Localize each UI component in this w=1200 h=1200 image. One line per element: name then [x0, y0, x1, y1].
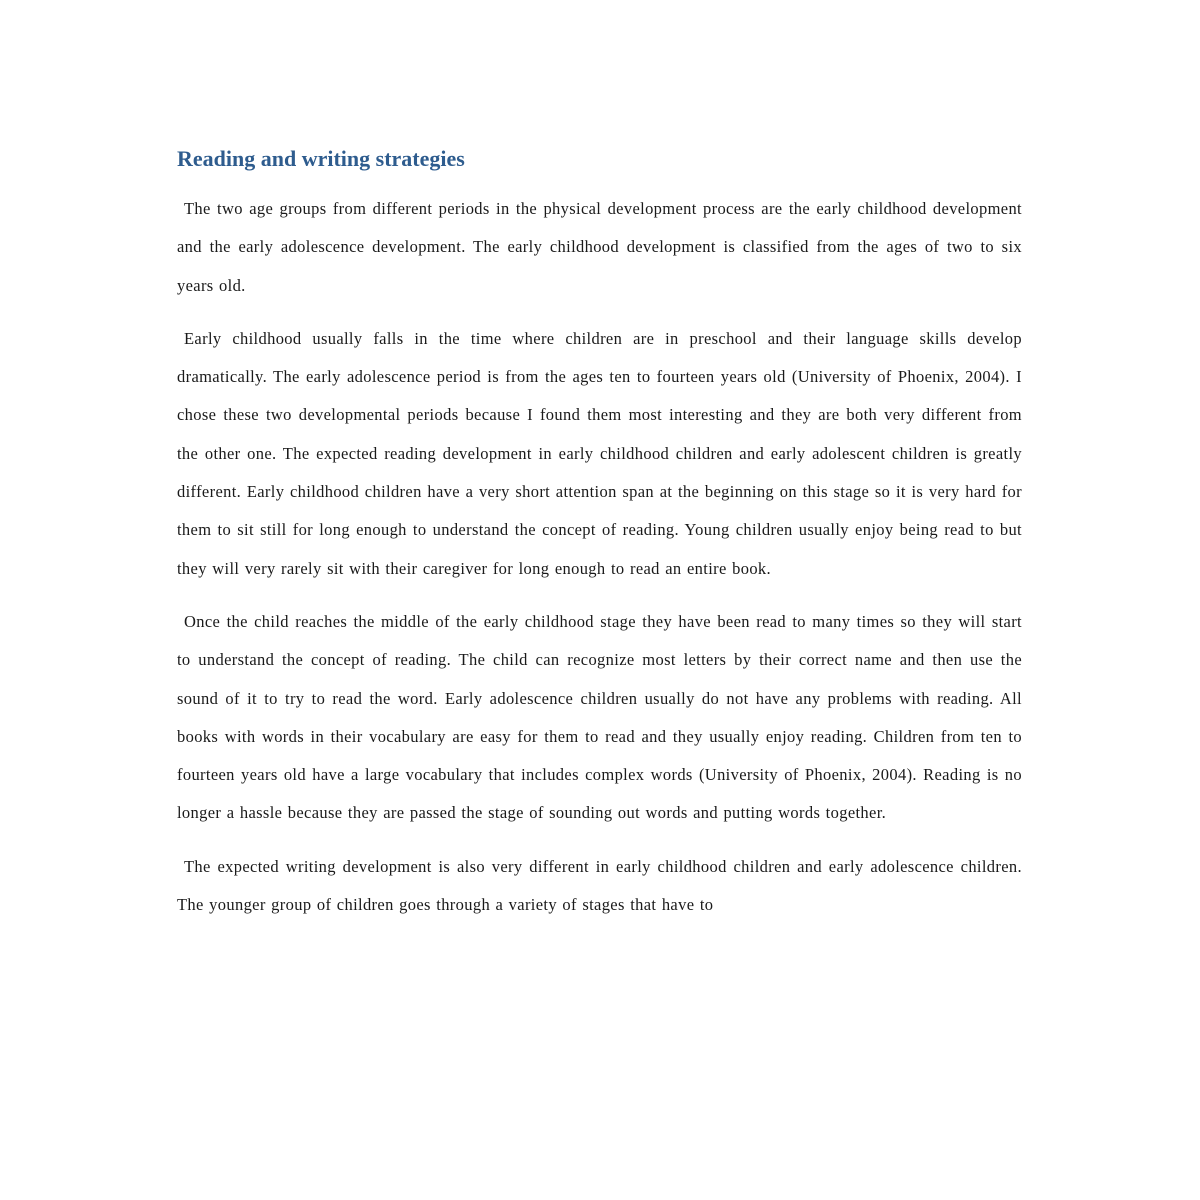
- document-body: [177, 140, 1022, 939]
- paragraph-3: Once the child reaches the middle of the early childhood stage they have been read to many times so they will start to understand the concept of reading. The child can recognize most letters by their correct name and then use the sound of it to try to read the word. Early adolescence children usually do not have any problems with reading. All books with words in their vocabulary are easy for them to read and they usually enjoy reading. Children from ten to fourteen years old have a large vocabulary that includes complex words (University of Phoenix, 2004). Reading is no longer a hassle because they are passed the stage of sounding out words and putting words together.: [177, 611, 1022, 823]
- paragraph-1: The two age groups from different periods in the physical development process are the early childhood development and the early adolescence development. The early childhood development is classified from the ages of two to six years old.: [177, 199, 1022, 295]
- paragraph-4: The expected writing development is also very different in early childhood children and early adolescence children. The younger group of children goes through a variety of stages that have to: [177, 856, 1022, 915]
- paragraph-2: Early childhood usually falls in the time where children are in preschool and their language skills develop dramatically. The early adolescence period is from the ages ten to fourteen years old (University of Phoenix, 2004). I chose these two developmental periods because I found them most interesting and they are both very different from the other one. The expected reading development in early childhood children and early adolescent children is greatly different. Early childhood children have a very short attention span at the beginning on this stage so it is very hard for them to sit still for long enough to understand the concept of reading. Young children usually enjoy being read to but they will very rarely sit with their caregiver for long enough to read an entire book.: [177, 328, 1022, 578]
- section-heading: Reading and writing strategies: [177, 146, 465, 171]
